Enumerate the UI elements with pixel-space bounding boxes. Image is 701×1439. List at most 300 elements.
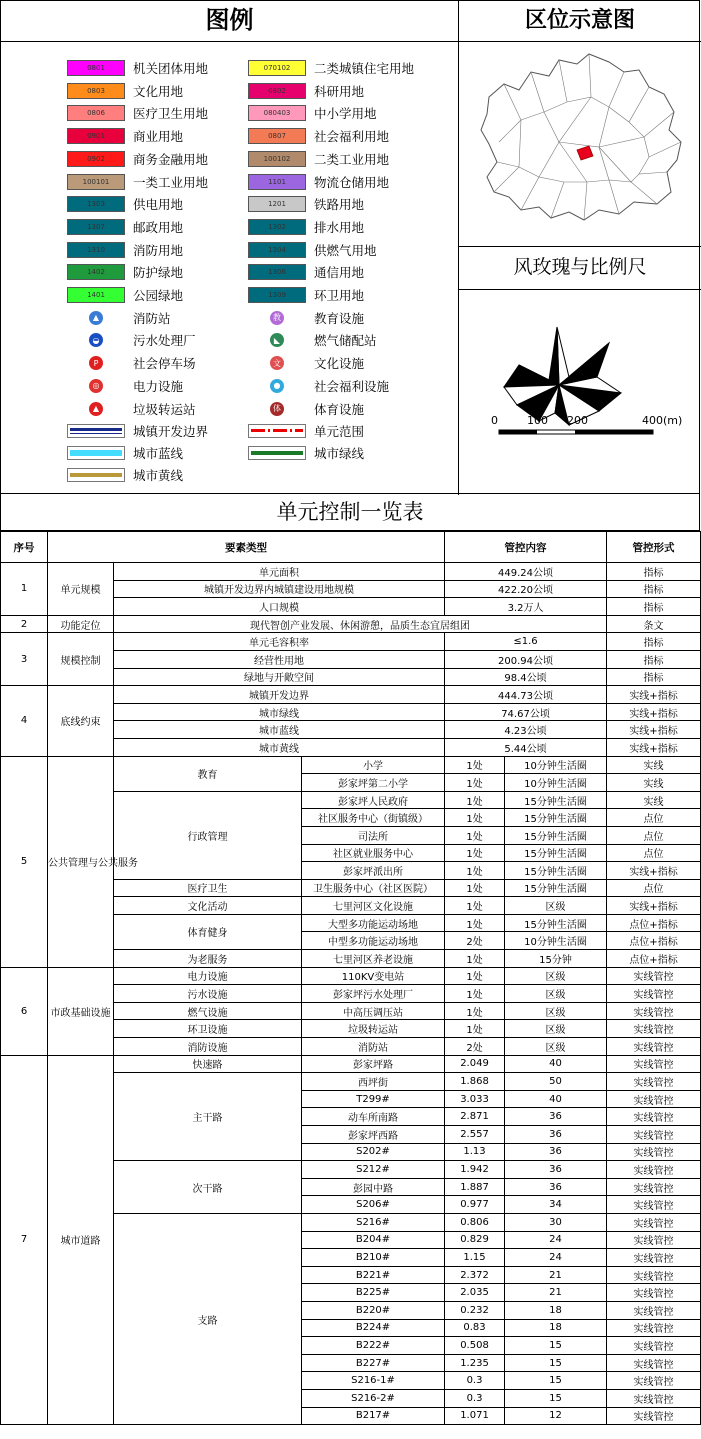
scale-label: 200 bbox=[567, 414, 588, 427]
row-form: 点位+指标 bbox=[607, 950, 701, 968]
row-level: 18 bbox=[505, 1319, 607, 1337]
row-item: B222# bbox=[302, 1337, 445, 1355]
row-quantity: 1处 bbox=[445, 914, 505, 932]
row-item: 彭家坪第二小学 bbox=[302, 774, 445, 792]
row-form: 实线 bbox=[607, 774, 701, 792]
row-subcategory: 行政管理 bbox=[114, 791, 302, 879]
legend-item bbox=[248, 240, 377, 260]
legend-item bbox=[248, 376, 389, 396]
row-category: 单元规模 bbox=[48, 563, 114, 616]
legend-title: 图例 bbox=[1, 1, 458, 42]
row-item: 动车所南路 bbox=[302, 1108, 445, 1126]
row-quantity: 1处 bbox=[445, 756, 505, 774]
row-quantity: 1处 bbox=[445, 862, 505, 880]
legend-swatch: 1307 bbox=[67, 219, 125, 235]
row-item: 西坪街 bbox=[302, 1073, 445, 1091]
row-form: 实线管控 bbox=[607, 1055, 701, 1073]
row-item: S206# bbox=[302, 1196, 445, 1214]
table-row bbox=[1, 686, 701, 704]
row-item: 彭家坪派出所 bbox=[302, 862, 445, 880]
legend-label: 通信用地 bbox=[314, 265, 365, 281]
legend-item bbox=[67, 172, 208, 192]
row-category: 底线约束 bbox=[48, 686, 114, 756]
legend-label: 燃气储配站 bbox=[314, 333, 377, 349]
legend-swatch: 1309 bbox=[248, 287, 306, 303]
row-content: 3.2万人 bbox=[445, 598, 607, 616]
row-content: 449.24公顷 bbox=[445, 563, 607, 581]
row-form: 实线 bbox=[607, 756, 701, 774]
row-quantity: 2.372 bbox=[445, 1266, 505, 1284]
sports-icon: 体 bbox=[248, 400, 306, 418]
row-subcategory: 消防设施 bbox=[114, 1038, 302, 1056]
legend-item bbox=[248, 353, 364, 373]
parking-icon: P bbox=[67, 354, 125, 372]
row-level: 50 bbox=[505, 1073, 607, 1091]
row-item: B227# bbox=[302, 1354, 445, 1372]
row-index: 3 bbox=[1, 633, 48, 686]
row-form: 实线管控 bbox=[607, 967, 701, 985]
legend-label: 文化用地 bbox=[133, 83, 184, 99]
legend-line-swatch bbox=[248, 424, 306, 438]
row-subcategory: 文化活动 bbox=[114, 897, 302, 915]
location-title: 区位示意图 bbox=[459, 1, 701, 42]
row-subcategory: 教育 bbox=[114, 756, 302, 791]
row-item: 垃圾转运站 bbox=[302, 1020, 445, 1038]
row-level: 区级 bbox=[505, 1002, 607, 1020]
row-item: 人口规模 bbox=[114, 598, 445, 616]
row-quantity: 1.071 bbox=[445, 1407, 505, 1425]
row-form: 实线+指标 bbox=[607, 738, 701, 756]
table-title: 单元控制一览表 bbox=[0, 494, 700, 531]
legend-label: 污水处理厂 bbox=[133, 333, 196, 349]
legend-item bbox=[67, 308, 171, 328]
row-quantity: 1.15 bbox=[445, 1249, 505, 1267]
row-quantity: 1.13 bbox=[445, 1143, 505, 1161]
row-quantity: 1.942 bbox=[445, 1161, 505, 1179]
row-item: 城市蓝线 bbox=[114, 721, 445, 739]
row-form: 点位 bbox=[607, 844, 701, 862]
row-form: 实线管控 bbox=[607, 1407, 701, 1425]
row-level: 40 bbox=[505, 1090, 607, 1108]
row-item: 彭家坪路 bbox=[302, 1055, 445, 1073]
legend-label: 物流仓储用地 bbox=[314, 174, 390, 190]
culture-icon: 文 bbox=[248, 354, 306, 372]
row-item: 彭园中路 bbox=[302, 1178, 445, 1196]
row-item: 小学 bbox=[302, 756, 445, 774]
legend-item bbox=[248, 308, 364, 328]
row-level: 15 bbox=[505, 1354, 607, 1372]
row-level: 区级 bbox=[505, 1020, 607, 1038]
row-quantity: 2处 bbox=[445, 1038, 505, 1056]
row-category: 规模控制 bbox=[48, 633, 114, 686]
row-index: 6 bbox=[1, 967, 48, 1055]
row-quantity: 1处 bbox=[445, 879, 505, 897]
welfare-icon: ● bbox=[248, 377, 306, 395]
row-quantity: 1处 bbox=[445, 1002, 505, 1020]
row-quantity: 3.033 bbox=[445, 1090, 505, 1108]
legend-label: 城市黄线 bbox=[133, 468, 184, 484]
legend-label: 城镇开发边界 bbox=[133, 424, 209, 440]
gas-station-icon: ◣ bbox=[248, 331, 306, 349]
row-quantity: 2.049 bbox=[445, 1055, 505, 1073]
legend-item bbox=[248, 421, 364, 441]
legend-swatch: 0802 bbox=[248, 83, 306, 99]
row-form: 实线管控 bbox=[607, 1161, 701, 1179]
legend-label: 城市蓝线 bbox=[133, 446, 184, 462]
row-quantity: 1处 bbox=[445, 774, 505, 792]
wind-rose-title: 风玫瑰与比例尺 bbox=[459, 247, 701, 290]
legend-item bbox=[248, 58, 414, 78]
row-quantity: 0.977 bbox=[445, 1196, 505, 1214]
legend-line-swatch bbox=[67, 424, 125, 438]
legend-label: 防护绿地 bbox=[133, 265, 184, 281]
legend-label: 社会福利用地 bbox=[314, 129, 390, 145]
row-quantity: 1处 bbox=[445, 809, 505, 827]
education-icon: 教 bbox=[248, 309, 306, 327]
scale-bar bbox=[491, 414, 682, 434]
legend-swatch: 1303 bbox=[67, 196, 125, 212]
legend-label: 环卫用地 bbox=[314, 288, 365, 303]
table-row bbox=[1, 615, 701, 633]
legend-item bbox=[67, 443, 183, 463]
legend-label: 二类城镇住宅用地 bbox=[314, 61, 415, 76]
legend-label: 电力设施 bbox=[133, 378, 184, 394]
row-item: B224# bbox=[302, 1319, 445, 1337]
header-control-form: 管控形式 bbox=[607, 532, 701, 563]
legend-label: 商务金融用地 bbox=[133, 151, 209, 167]
row-quantity: 1.887 bbox=[445, 1178, 505, 1196]
row-quantity: 1处 bbox=[445, 791, 505, 809]
top-panel bbox=[0, 0, 700, 494]
row-form: 指标 bbox=[607, 580, 701, 598]
row-item: 七里河区文化设施 bbox=[302, 897, 445, 915]
row-level: 36 bbox=[505, 1143, 607, 1161]
row-form: 实线管控 bbox=[607, 1108, 701, 1126]
legend-item bbox=[248, 149, 389, 169]
scale-label: 100 bbox=[527, 414, 548, 427]
row-quantity: 0.806 bbox=[445, 1213, 505, 1231]
row-form: 实线管控 bbox=[607, 1319, 701, 1337]
legend-swatch: 1101 bbox=[248, 174, 306, 190]
row-form: 实线管控 bbox=[607, 1002, 701, 1020]
row-form: 实线管控 bbox=[607, 1143, 701, 1161]
row-item: 单元面积 bbox=[114, 563, 445, 581]
row-item: S212# bbox=[302, 1161, 445, 1179]
row-quantity: 1处 bbox=[445, 844, 505, 862]
row-form: 实线管控 bbox=[607, 1337, 701, 1355]
legend-item bbox=[248, 217, 364, 237]
legend-label: 社会福利设施 bbox=[314, 378, 390, 394]
legend-item bbox=[67, 194, 183, 214]
row-level: 15分钟生活圈 bbox=[505, 809, 607, 827]
row-quantity: 1处 bbox=[445, 1020, 505, 1038]
row-form: 点位 bbox=[607, 826, 701, 844]
legend-item bbox=[67, 217, 183, 237]
location-map bbox=[459, 42, 701, 246]
table-row bbox=[1, 756, 701, 774]
legend-swatch: 100102 bbox=[248, 151, 306, 167]
row-level: 18 bbox=[505, 1301, 607, 1319]
row-item: 城市绿线 bbox=[114, 703, 445, 721]
row-form: 点位 bbox=[607, 879, 701, 897]
row-subcategory: 快速路 bbox=[114, 1055, 302, 1073]
row-content: 现代智创产业发展、休闲游憩，品质生态宜居组团 bbox=[114, 615, 607, 633]
row-level: 10分钟生活圈 bbox=[505, 756, 607, 774]
row-level: 21 bbox=[505, 1284, 607, 1302]
row-content: 200.94公顷 bbox=[445, 650, 607, 668]
legend-label: 文化设施 bbox=[314, 356, 365, 372]
legend-item bbox=[248, 81, 364, 101]
row-item: 彭家坪污水处理厂 bbox=[302, 985, 445, 1003]
legend-swatch: 0901 bbox=[67, 128, 125, 144]
legend-line-swatch bbox=[67, 446, 125, 460]
row-quantity: 2.871 bbox=[445, 1108, 505, 1126]
legend-label: 单元范围 bbox=[314, 424, 365, 440]
row-content: 5.44公顷 bbox=[445, 738, 607, 756]
legend-item bbox=[67, 240, 183, 260]
row-form: 实线管控 bbox=[607, 985, 701, 1003]
header-index: 序号 bbox=[1, 532, 48, 563]
row-item: 中高压调压站 bbox=[302, 1002, 445, 1020]
row-item: 城镇开发边界 bbox=[114, 686, 445, 704]
row-form: 实线管控 bbox=[607, 1020, 701, 1038]
legend-line-swatch bbox=[67, 468, 125, 482]
row-subcategory: 体育健身 bbox=[114, 914, 302, 949]
row-quantity: 0.232 bbox=[445, 1301, 505, 1319]
legend-item bbox=[67, 330, 196, 350]
row-quantity: 1处 bbox=[445, 826, 505, 844]
legend-item bbox=[248, 330, 377, 350]
row-form: 实线管控 bbox=[607, 1301, 701, 1319]
row-form: 实线管控 bbox=[607, 1372, 701, 1390]
legend-label: 排水用地 bbox=[314, 219, 365, 235]
header-control-content: 管控内容 bbox=[445, 532, 607, 563]
legend-label: 铁路用地 bbox=[314, 197, 365, 213]
row-content: ≤1.6 bbox=[445, 633, 607, 651]
row-subcategory: 污水设施 bbox=[114, 985, 302, 1003]
legend-label: 供电用地 bbox=[133, 197, 184, 213]
row-item: T299# bbox=[302, 1090, 445, 1108]
row-form: 实线管控 bbox=[607, 1090, 701, 1108]
row-subcategory: 次干路 bbox=[114, 1161, 302, 1214]
row-level: 24 bbox=[505, 1231, 607, 1249]
row-subcategory: 电力设施 bbox=[114, 967, 302, 985]
row-item: B210# bbox=[302, 1249, 445, 1267]
row-quantity: 1处 bbox=[445, 985, 505, 1003]
row-quantity: 0.829 bbox=[445, 1231, 505, 1249]
row-form: 实线管控 bbox=[607, 1354, 701, 1372]
row-content: 4.23公顷 bbox=[445, 721, 607, 739]
row-form: 点位+指标 bbox=[607, 932, 701, 950]
legend-label: 一类工业用地 bbox=[133, 174, 209, 190]
row-index: 7 bbox=[1, 1055, 48, 1424]
row-content: 444.73公顷 bbox=[445, 686, 607, 704]
legend-item bbox=[67, 58, 208, 78]
legend-label: 教育设施 bbox=[314, 310, 365, 326]
legend-label: 消防用地 bbox=[133, 242, 184, 258]
legend-label: 中小学用地 bbox=[314, 106, 377, 122]
row-quantity: 2.557 bbox=[445, 1126, 505, 1144]
row-item: 卫生服务中心（社区医院） bbox=[302, 879, 445, 897]
row-form: 实线管控 bbox=[607, 1284, 701, 1302]
row-level: 区级 bbox=[505, 1038, 607, 1056]
legend-label: 体育设施 bbox=[314, 401, 365, 417]
legend-line-swatch bbox=[248, 446, 306, 460]
row-level: 15分钟生活圈 bbox=[505, 914, 607, 932]
row-index: 2 bbox=[1, 615, 48, 633]
fire-station-icon: ▲ bbox=[67, 309, 125, 327]
legend-label: 消防站 bbox=[133, 310, 171, 326]
row-quantity: 2处 bbox=[445, 932, 505, 950]
row-item: 城镇开发边界内城镇建设用地规模 bbox=[114, 580, 445, 598]
row-level: 36 bbox=[505, 1178, 607, 1196]
row-index: 1 bbox=[1, 563, 48, 616]
row-level: 15分钟 bbox=[505, 950, 607, 968]
legend-swatch: 0801 bbox=[67, 60, 125, 76]
row-form: 指标 bbox=[607, 598, 701, 616]
legend-item bbox=[248, 172, 389, 192]
legend-item bbox=[67, 376, 183, 396]
row-form: 点位+指标 bbox=[607, 914, 701, 932]
legend-item bbox=[67, 399, 196, 419]
row-level: 10分钟生活圈 bbox=[505, 774, 607, 792]
row-item: B217# bbox=[302, 1407, 445, 1425]
legend-item bbox=[248, 443, 364, 463]
row-item: B204# bbox=[302, 1231, 445, 1249]
legend-item bbox=[248, 194, 364, 214]
legend-item bbox=[248, 262, 364, 282]
legend-swatch: 1310 bbox=[67, 242, 125, 258]
legend-label: 二类工业用地 bbox=[314, 151, 390, 167]
row-form: 实线+指标 bbox=[607, 721, 701, 739]
row-subcategory: 医疗卫生 bbox=[114, 879, 302, 897]
row-form: 实线管控 bbox=[607, 1178, 701, 1196]
row-level: 24 bbox=[505, 1249, 607, 1267]
table-row bbox=[1, 1055, 701, 1073]
legend-item bbox=[67, 149, 208, 169]
row-level: 12 bbox=[505, 1407, 607, 1425]
row-form: 实线管控 bbox=[607, 1266, 701, 1284]
legend-item bbox=[67, 81, 183, 101]
row-quantity: 1.868 bbox=[445, 1073, 505, 1091]
legend-label: 城市绿线 bbox=[314, 446, 365, 462]
legend-item bbox=[67, 262, 183, 282]
table-row bbox=[1, 563, 701, 581]
legend-item bbox=[248, 399, 364, 419]
row-subcategory: 环卫设施 bbox=[114, 1020, 302, 1038]
row-form: 指标 bbox=[607, 633, 701, 651]
row-form: 点位 bbox=[607, 809, 701, 827]
location-panel bbox=[459, 1, 701, 247]
row-form: 实线管控 bbox=[607, 1213, 701, 1231]
row-form: 实线管控 bbox=[607, 1196, 701, 1214]
legend-item bbox=[67, 353, 196, 373]
row-form: 条文 bbox=[607, 615, 701, 633]
legend-swatch: 100101 bbox=[67, 174, 125, 190]
row-subcategory: 为老服务 bbox=[114, 950, 302, 968]
row-form: 实线 bbox=[607, 791, 701, 809]
row-item: 社区就业服务中心 bbox=[302, 844, 445, 862]
row-index: 4 bbox=[1, 686, 48, 756]
power-facility-icon: ◎ bbox=[67, 377, 125, 395]
row-level: 区级 bbox=[505, 985, 607, 1003]
row-subcategory: 燃气设施 bbox=[114, 1002, 302, 1020]
row-quantity: 1.235 bbox=[445, 1354, 505, 1372]
row-index: 5 bbox=[1, 756, 48, 967]
legend-swatch: 1304 bbox=[248, 242, 306, 258]
table-row bbox=[1, 967, 701, 985]
row-content: 98.4公顷 bbox=[445, 668, 607, 686]
legend-swatch: 1402 bbox=[67, 264, 125, 280]
legend-swatch: 0807 bbox=[248, 128, 306, 144]
row-form: 指标 bbox=[607, 563, 701, 581]
row-category: 功能定位 bbox=[48, 615, 114, 633]
row-level: 36 bbox=[505, 1108, 607, 1126]
row-item: S216-2# bbox=[302, 1389, 445, 1407]
row-category: 公共管理与公共服务 bbox=[48, 756, 114, 967]
legend-label: 机关团体用地 bbox=[133, 61, 209, 76]
row-item: B225# bbox=[302, 1284, 445, 1302]
row-level: 10分钟生活圈 bbox=[505, 932, 607, 950]
row-form: 实线管控 bbox=[607, 1038, 701, 1056]
row-subcategory: 支路 bbox=[114, 1213, 302, 1424]
row-item: 消防站 bbox=[302, 1038, 445, 1056]
garbage-station-icon: ▲ bbox=[67, 400, 125, 418]
row-item: S216# bbox=[302, 1213, 445, 1231]
wind-rose-icon bbox=[459, 290, 701, 480]
row-form: 指标 bbox=[607, 650, 701, 668]
legend-swatch: 0803 bbox=[67, 83, 125, 99]
row-form: 实线管控 bbox=[607, 1231, 701, 1249]
legend-item bbox=[67, 465, 183, 485]
legend-swatch: 0902 bbox=[67, 151, 125, 167]
legend-item bbox=[67, 103, 208, 123]
row-level: 15 bbox=[505, 1389, 607, 1407]
legend-label: 垃圾转运站 bbox=[133, 401, 196, 417]
legend-item bbox=[67, 421, 208, 441]
legend-swatch: 1302 bbox=[248, 219, 306, 235]
row-item: 社区服务中心（街镇级） bbox=[302, 809, 445, 827]
row-level: 区级 bbox=[505, 967, 607, 985]
row-quantity: 1处 bbox=[445, 897, 505, 915]
legend-item bbox=[248, 126, 389, 146]
row-quantity: 1处 bbox=[445, 950, 505, 968]
row-level: 21 bbox=[505, 1266, 607, 1284]
row-level: 36 bbox=[505, 1161, 607, 1179]
row-quantity: 0.3 bbox=[445, 1372, 505, 1390]
control-table bbox=[0, 531, 701, 1425]
row-item: 110KV变电站 bbox=[302, 967, 445, 985]
legend-swatch: 070102 bbox=[248, 60, 306, 76]
legend-label: 科研用地 bbox=[314, 83, 365, 99]
scale-label: 400(m) bbox=[642, 414, 683, 427]
row-form: 实线管控 bbox=[607, 1126, 701, 1144]
row-item: 中型多功能运动场地 bbox=[302, 932, 445, 950]
row-form: 实线管控 bbox=[607, 1249, 701, 1267]
legend-item bbox=[248, 103, 377, 123]
legend-swatch: 1306 bbox=[248, 264, 306, 280]
row-level: 40 bbox=[505, 1055, 607, 1073]
row-level: 15分钟生活圈 bbox=[505, 826, 607, 844]
row-item: 彭家坪人民政府 bbox=[302, 791, 445, 809]
row-content: 422.20公顷 bbox=[445, 580, 607, 598]
legend-label: 供燃气用地 bbox=[314, 242, 377, 258]
row-level: 36 bbox=[505, 1126, 607, 1144]
row-level: 34 bbox=[505, 1196, 607, 1214]
scale-label: 0 bbox=[491, 414, 498, 427]
row-subcategory: 主干路 bbox=[114, 1073, 302, 1161]
row-item: 单元毛容积率 bbox=[114, 633, 445, 651]
